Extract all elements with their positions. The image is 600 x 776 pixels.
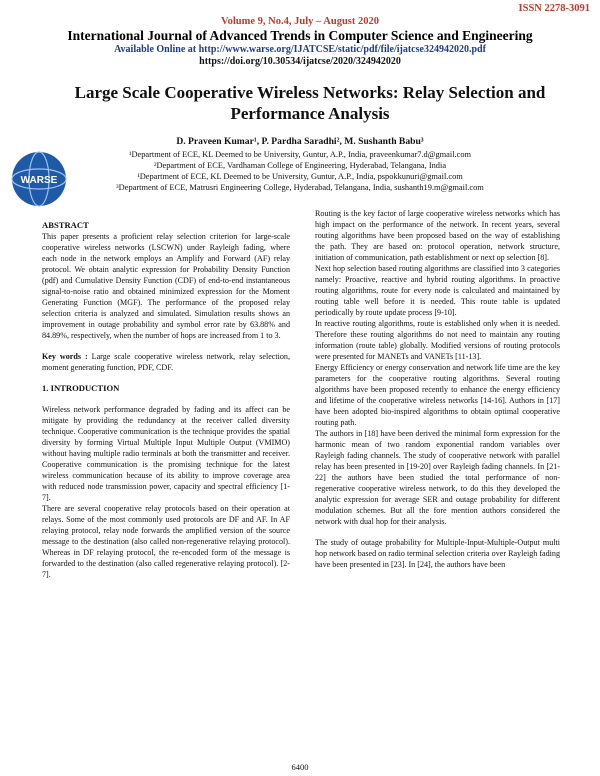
volume-line: Volume 9, No.4, July – August 2020 [220,16,379,27]
abstract-heading: ABSTRACT [42,220,89,230]
body-paragraph: Next hop selection based routing algorithms are classified into 3 categories namely: Proactive, reactive and hybrid routing algorithms. In proactive routing algorithms, route for every node is calculated and maintained by routing table well before it is needed. This route table is updated periodically by route update process [9-10]. [315,264,560,317]
abstract-text: This paper presents a proficient relay selection criterion for large-scale cooperative wireless networks (LSCWN) under Rayleigh fading, where each node in the network employs an Amplify and Forward (AF) relay protocol. We obtain analytic expression for Probability Density Function (pdf) and Cumulative Density Function (CDF) of end-to-end instantaneous signal-to-noise ratio and obtained minimized expression for the Moment Generating Function (MGF). The performance of the proposed relay selection criteria is analyzed and simulated. Simulation results shows an improvement in outage probability and symbol error rate by 63.88% and 84.89%, respectively, when the number of hops are increased from 1 to 3. [42,232,290,340]
doi-link[interactable]: https://doi.org/10.30534/ijatcse/2020/324942020 [199,56,401,67]
body-paragraph: The authors in [18] have been derived the minimal form expression for the harmonic mean of two random exponential random variables over Rayleigh fading channels. The study of cooperative network with parallel relay has been presented in [19-20] over Rayleigh fading channels. In [21-22] the authors have been studied the total performance of non-regenerative cooperative wireless network, to do this they developed the analytic expression for average SER and outage probability for different modulation schemes. But all the fore mention authors considered the network with dual hop for their analysis. [315,429,560,526]
body-paragraph: The study of outage probability for Multiple-Input-Multiple-Output multi hop network based on radio terminal selection criteria over Rayleigh fading have been presented in [23]. In [24], the authors have been [315,538,560,569]
body-paragraph: Routing is the key factor of large cooperative wireless networks which has high impact on the performance of the network. In recent years, several routing algorithms have been proposed based on the way of establishing the path. They are based on: protocol operation, network structure, initiation of communication, path establishment or next op selection [8]. [315,209,560,262]
introduction-heading: 1. INTRODUCTION [42,383,120,393]
affiliation-4: ³Department of ECE, Matrusri Engineering College, Hyderabad, Telangana, India, sushanth19.m@gmail.com [116,183,484,192]
page-number: 6400 [291,762,309,772]
issn-label: ISSN 2278-3091 [518,3,590,14]
left-column [42,220,290,580]
author-list: D. Praveen Kumar¹, P. Pardha Saradhi², M. Sushanth Babu³ [176,136,424,147]
online-link[interactable]: Available Online at http://www.warse.org/IJATCSE/static/pdf/file/ijatcse324942020.pdf [114,44,486,55]
paper-title: Large Scale Cooperative Wireless Networks: Relay Selection and Performance Analysis [74,83,546,123]
affiliation-2: ²Department of ECE, Vardhaman College of Engineering, Hyderabad, Telangana, India [153,161,447,170]
keywords-text: Large scale cooperative wireless network, relay selection, moment generating function, PDF, CDF. [42,352,291,372]
keywords-label: Key words : [42,352,88,361]
affiliation-1: ¹Department of ECE, KL Deemed to be University, Guntur, A.P., India, praveenkumar7.d@gmail.com [128,150,472,159]
logo-text: WARSE [20,175,58,186]
journal-title: International Journal of Advanced Trends in Computer Science and Engineering [67,28,533,43]
keywords-block [42,351,290,373]
body-paragraph: Energy Efficiency or energy conservation and network life time are the key parameters for the cooperative routing algorithms. Several routing algorithms have been proposed recently to enhance the energy efficiency and lifetime of the cooperative wireless networks [14-16]. Authors in [17] have been adopted bio-inspired algorithms to obtain optimal cooperative routing path. [315,363,560,427]
right-column [315,208,560,570]
body-paragraph: In reactive routing algorithms, route is established only when it is needed. Therefore these routing algorithms do not need to maintain any routing information (route table) globally. Modified versions of routing protocols were presented for MANETs and VANETs [11-13]. [315,319,560,361]
affiliation-3: ¹Department of ECE, KL Deemed to be University, Guntur, A.P., India, pspokkunuri@gmail.com [137,172,463,181]
intro-paragraph: Wireless network performance degraded by fading and its affect can be mitigate by providing the redundancy at the receiver called diversity technique. Cooperative communication is the technique provides the spatial diversity by forming Virtual Multiple Input Multiple Output (VMIMO) without having multiple radio terminals at both the transmitter and receiver. Cooperative communication is the promising technique for the latest wireless communication because of its ability to improve coverage area with reduced node transmission power, capacity and spectral efficiency [1-7]. [42,405,290,502]
intro-paragraph: There are several cooperative relay protocols based on their operation at relays. Some of the most commonly used protocols are DF and AF. In AF relaying protocol, relay node forwards the amplified version of the source message to the destination (also called non-regenerative relaying protocol). Whereas in DF relaying protocol, the re-encoded form of the message is forwarded to the destination (also called regenerative relaying protocol). [2-7]. [42,504,290,579]
